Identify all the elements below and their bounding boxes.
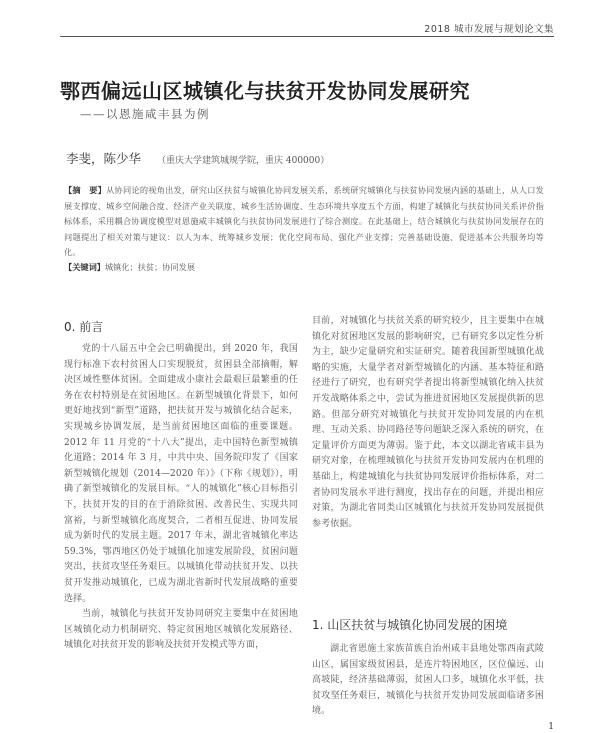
abstract-text: 从协同论的视角出发，研究山区扶贫与城镇化协同发展关系，系统研究城镇化与扶贫协同发展内涵的基础上，从人口发展支撑度、城乡空间融合度、经济产业关联度、城乡生活协调度、生态环境共享度五个方面，构建了城镇化与扶贫协同关系评价指标体系，采用耦合协调度模型对恩施咸丰城镇化与扶贫协同发展进行了综合测度。在此基础上，结合城镇化与扶贫协同发展存在的问题提出了相关对策与建议：以人为本、统筹城乡发展；优化空间布局、强化产业支撑；完善基础设施、促进基本公共服务均等化。 bbox=[64, 185, 544, 257]
author-names: 李斐，陈少华 bbox=[66, 151, 142, 166]
keywords-label: 【关键词】 bbox=[64, 262, 105, 272]
section-1-body bbox=[312, 642, 544, 720]
journal-header: 2018 城市发展与规划论文集 bbox=[424, 24, 554, 35]
abstract-label: 【摘 要】 bbox=[64, 185, 107, 195]
author-affiliation: （重庆大学建筑城规学院，重庆 400000） bbox=[157, 156, 330, 166]
section-1-heading: 1. 山区扶贫与城镇化协同发展的困境 bbox=[312, 618, 508, 632]
left-column bbox=[64, 342, 298, 654]
section-1-paragraph: 湖北省恩施土家族苗族自治州咸丰县地处鄂西南武陵山区，属国家级贫困县，是连片特困地区，区位偏远、山高坡陡，经济基础薄弱，贫困人口多，城镇化水平低，扶贫攻坚任务艰巨，城镇化与扶贫开发协同发展面临诸多困境。 bbox=[312, 644, 544, 717]
intro-paragraph-1: 党的十八届五中全会已明确提出，到 2020 年，我国现行标准下农村贫困人口实现脱贫，贫困县全部摘帽，解决区域性整体贫困。全面建成小康社会最艰巨最繁重的任务在农村特别是在贫困地区。在新型城镇化背景下，如何更好地找到“新型”道路，把扶贫开发与城镇化结合起来，实现城乡协调发展，是当前贫困地区面临的重要课题。2012 年 11 月党的“十八大”提出，走中国特色新型城镇化道路；2014 年 3 月，中共中央、国务院印发了《国家新型城镇化规划（2014—2020 年）》（下称《规划》），明确了新型城镇化的发展目标。“人的城镇化”核心目标指引下，扶贫开发的目的在于消除贫困、改善民生、实现共同富裕，与新型城镇化高度契合，二者相互促进、协同发展成为新时代的发展主题。2017 年末，湖北省城镇化率达 59.3%，鄂西地区仍处于城镇化加速发展阶段，贫困问题突出，扶贫攻坚任务艰巨。以城镇化带动扶贫开发、以扶贫开发推动城镇化，已成为湖北省新时代发展战略的重要选择。 bbox=[64, 344, 298, 604]
authors-line bbox=[66, 149, 329, 167]
header-rule bbox=[60, 36, 554, 37]
keywords bbox=[64, 262, 544, 273]
paper-title: 鄂西偏远山区城镇化与扶贫开发协同发展研究 bbox=[60, 79, 470, 103]
paper-subtitle: ——以恩施咸丰县为例 bbox=[80, 107, 210, 121]
right-paragraph-1: 目前，对城镇化与扶贫关系的研究较少，且主要集中在城镇化对贫困地区发展的影响研究，已有研究多以定性分析为主，缺少定量研究和实证研究。随着我国新型城镇化战略的实施，大量学者对新型城镇化的内涵、基本特征和路径进行了研究，也有研究学者提出将新型城镇化纳入扶贫开发战略体系之中，尝试为推进贫困地区发展提供新的思路。但部分研究对城镇化与扶贫开发协同发展的内在机理、互动关系、协同路径等问题缺乏深入系统的研究，在定量评价方面更为薄弱。鉴于此，本文以湖北省咸丰县为研究对象，在梳理城镇化与扶贫开发协同发展内在机理的基础上，构建城镇化与扶贫协同发展评价指标体系，对二者协同发展水平进行测度，找出存在的问题，并提出相应对策，为湖北省同类山区城镇化与扶贫开发协同发展提供参考依据。 bbox=[312, 316, 544, 529]
abstract bbox=[64, 183, 544, 261]
right-column bbox=[312, 314, 544, 532]
keywords-text: 城镇化；扶贫；协同发展 bbox=[104, 262, 196, 272]
intro-heading: 0. 前言 bbox=[64, 320, 104, 334]
page-number: 1 bbox=[548, 722, 554, 732]
intro-paragraph-2: 当前，城镇化与扶贫开发协同研究主要集中在贫困地区城镇化动力机制研究、特定贫困地区城镇化发展路径、城镇化对扶贫开发的影响及扶贫开发模式等方面， bbox=[64, 609, 298, 651]
